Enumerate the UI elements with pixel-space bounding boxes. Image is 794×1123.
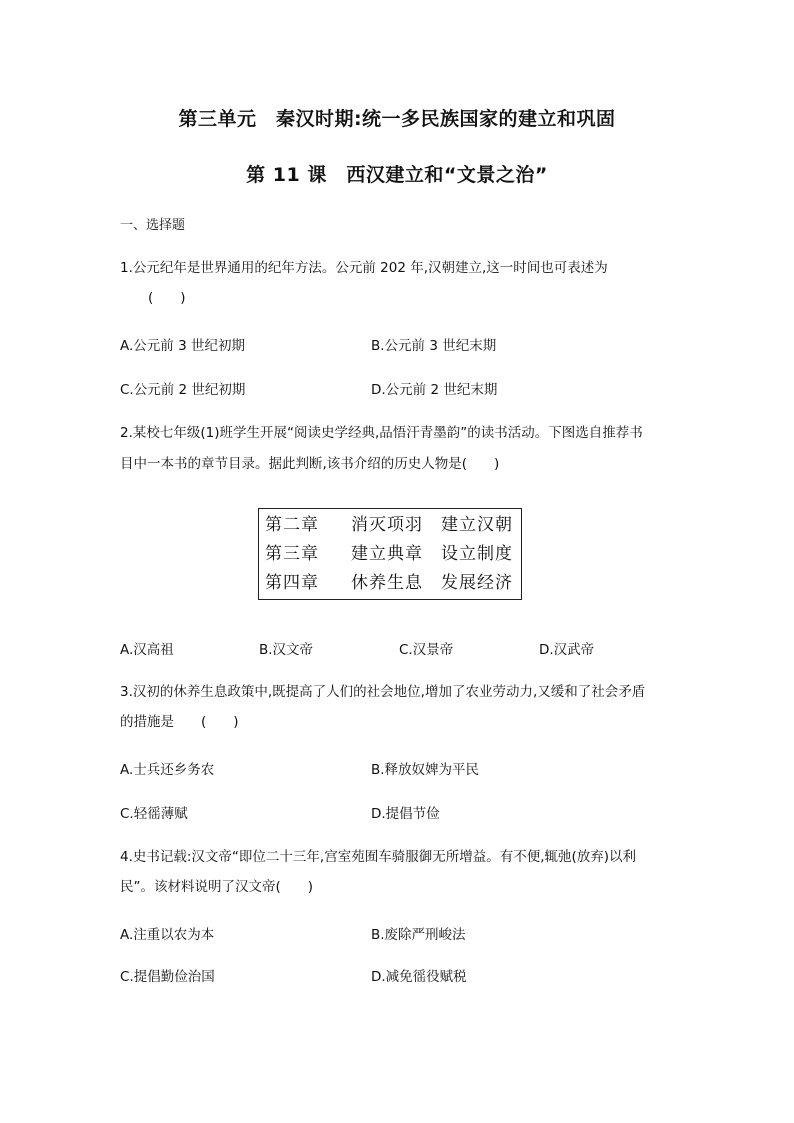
toc-row [265, 511, 517, 539]
question-4-line-1: 4.史书记载:汉文帝“即位二十三年,宫室苑囿车骑服御无所增益。有不便,辄弛(放弃)以利 [120, 849, 637, 865]
toc-topic: 建立汉朝 [441, 515, 513, 535]
question-2-option-c: C.汉景帝 [399, 642, 454, 658]
unit-title: 第三单元 秦汉时期:统一多民族国家的建立和巩固 [178, 108, 616, 130]
lesson-title: 第 11 课 西汉建立和“文景之治” [246, 164, 548, 186]
toc-topic: 建立典章 [351, 544, 423, 564]
toc-topic: 消灭项羽 [351, 515, 423, 535]
toc-row [265, 569, 517, 597]
question-3-option-b: B.释放奴婢为平民 [371, 762, 480, 778]
toc-topic: 发展经济 [441, 573, 513, 593]
section-heading: 一、选择题 [120, 218, 186, 233]
question-3-line-2: 的措施是 ( ) [120, 714, 239, 730]
question-3-option-a: A.士兵还乡务农 [120, 762, 215, 778]
question-3-option-c: C.轻徭薄赋 [120, 806, 188, 822]
toc-chapter: 第二章 [265, 515, 319, 535]
question-4-option-d: D.减免徭役赋税 [371, 969, 467, 985]
question-2-option-b: B.汉文帝 [259, 642, 314, 658]
book-table-of-contents [258, 508, 522, 600]
question-1-option-c: C.公元前 2 世纪初期 [120, 382, 246, 398]
question-3-option-d: D.提倡节俭 [371, 806, 440, 822]
question-1-option-a: A.公元前 3 世纪初期 [120, 338, 245, 354]
question-4-line-2: 民”。该材料说明了汉文帝( ) [120, 879, 314, 895]
question-1-option-b: B.公元前 3 世纪末期 [371, 338, 497, 354]
question-1-answer-blank: ( ) [148, 290, 186, 306]
toc-row [265, 540, 517, 568]
question-2-option-d: D.汉武帝 [539, 642, 595, 658]
question-2-line-1: 2.某校七年级(1)班学生开展“阅读史学经典,品悟汗青墨韵”的读书活动。下图选自推荐书 [120, 425, 643, 441]
toc-topic: 休养生息 [351, 573, 423, 593]
question-4-option-c: C.提倡勤俭治国 [120, 969, 215, 985]
question-4-option-b: B.废除严刑峻法 [371, 927, 466, 943]
question-1-option-d: D.公元前 2 世纪末期 [371, 382, 498, 398]
question-2-option-a: A.汉高祖 [120, 642, 174, 658]
question-1-line-1: 1.公元纪年是世界通用的纪年方法。公元前 202 年,汉朝建立,这一时间也可表述为 [120, 260, 608, 276]
toc-topic: 设立制度 [441, 544, 513, 564]
toc-chapter: 第三章 [265, 544, 319, 564]
question-3-line-1: 3.汉初的休养生息政策中,既提高了人们的社会地位,增加了农业劳动力,又缓和了社会矛盾 [120, 684, 646, 700]
question-4-option-a: A.注重以农为本 [120, 927, 215, 943]
question-2-line-2: 目中一本书的章节目录。据此判断,该书介绍的历史人物是( ) [120, 456, 500, 472]
toc-chapter: 第四章 [265, 573, 319, 593]
